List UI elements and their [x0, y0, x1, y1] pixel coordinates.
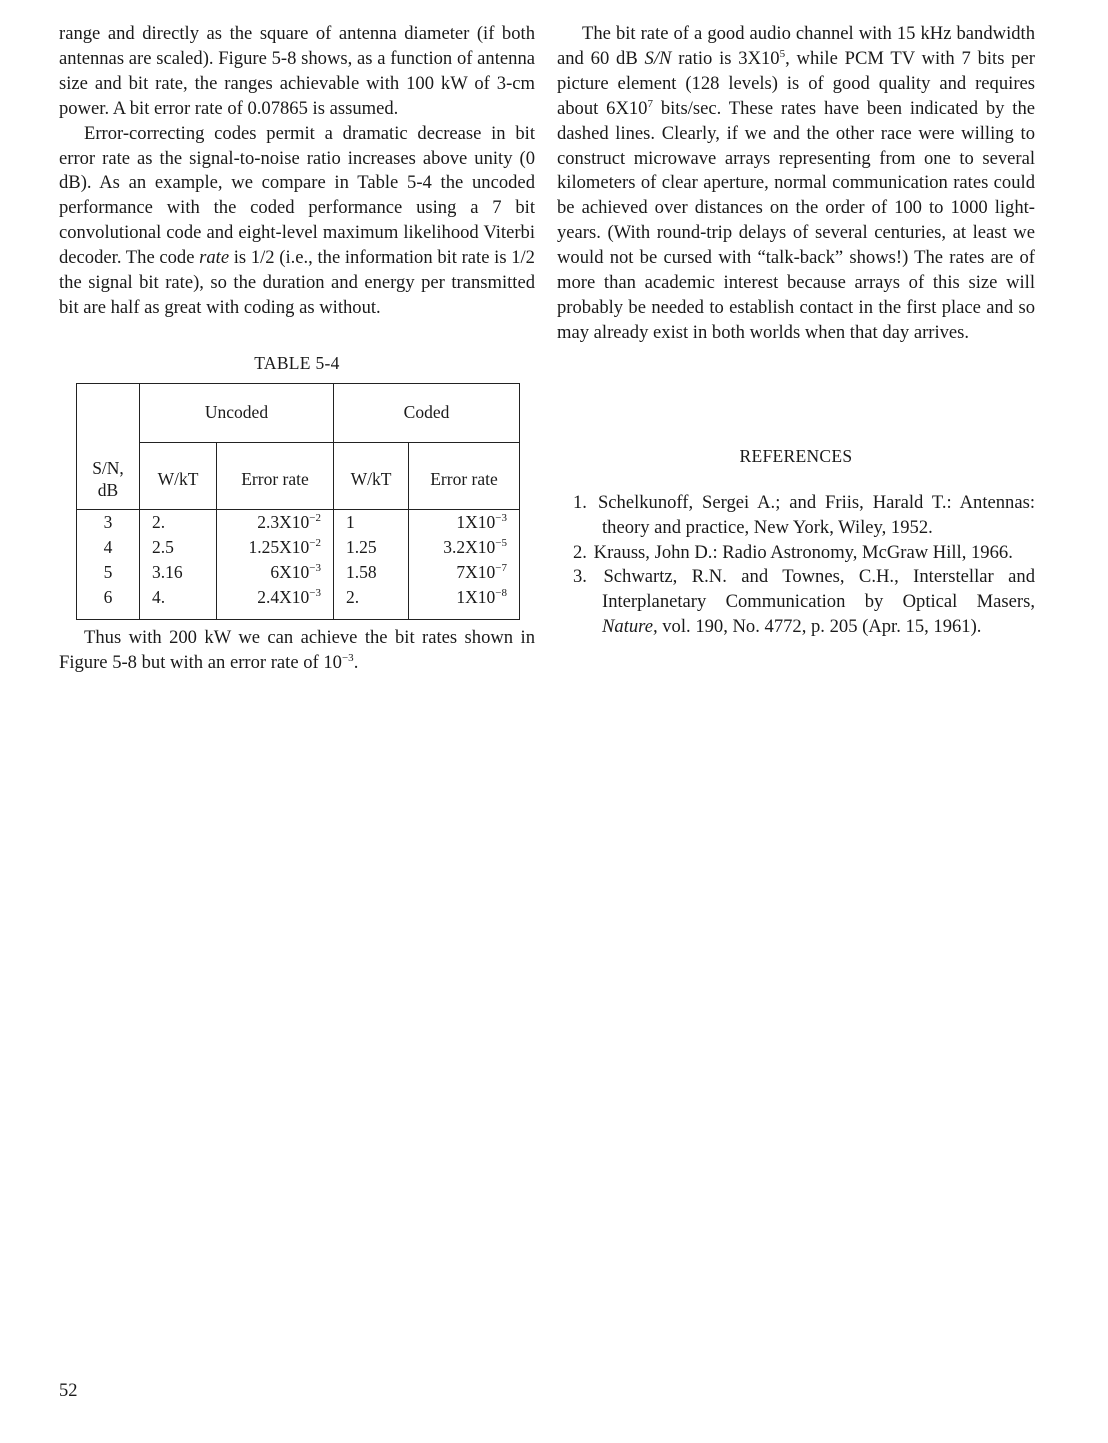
table-row: [77, 560, 520, 585]
coded-wkt-cell: 1: [334, 509, 409, 535]
error-exponent: −3: [309, 561, 321, 574]
coded-error-cell: [409, 535, 520, 560]
reference-item: [557, 541, 1035, 566]
uncoded-wkt-cell: 2.5: [140, 535, 217, 560]
error-mantissa: 3.2X10: [443, 536, 496, 557]
coded-error-header: Error rate: [409, 442, 520, 509]
error-mantissa: 2.4X10: [257, 586, 310, 607]
sn-header: [77, 383, 140, 509]
coded-wkt-cell: 2.: [334, 585, 409, 620]
sn-cell: 6: [77, 585, 140, 620]
reference-number: 1.: [573, 491, 587, 513]
sn-cell: 5: [77, 560, 140, 585]
error-exponent: −3: [309, 586, 321, 599]
reference-text: Schwartz, R.N. and Townes, C.H., Interstellar and Interplanetary Communication by Optical Masers,: [602, 566, 1035, 613]
paragraph-bit-rate: [557, 22, 1035, 346]
right-column: [557, 22, 1035, 640]
table-row: [77, 535, 520, 560]
paragraph-error-correcting: [59, 122, 535, 321]
uncoded-error-cell: [217, 560, 334, 585]
paragraph-text: Error-correcting codes permit a dramatic decrease in bit error rate as the signal-to-noise ratio increases above unity (0 dB). As an example, we compare in Table 5-4 the uncoded performance with the coded performance using a 7 bit convolutional code and eight-level maximum likelihood Viterbi decoder. The code: [59, 122, 535, 269]
paragraph-text: bits/sec. These rates have been indicated by the dashed lines. Clearly, if we and the other race were willing to construct microwave arrays representing from one to several kilometers of clear aperture, normal communication rates could be achieved over distances on the order of 100 to 1000 light-years. (With round-trip delays of several centuries, at least we would not be cursed with “talk-back” shows!) The rates are of more than academic interest because arrays of this size will probably be needed to establish contact in the first place and so may already exist in both worlds when that day arrives.: [557, 97, 1035, 343]
uncoded-wkt-cell: 3.16: [140, 560, 217, 585]
paragraph-text: range and directly as the square of antenna diameter (if both antennas are scaled). Figure 5-8 shows, as a function of antenna size and bit rate, the ranges achievable with 100 kW of 3-cm power. A bit error rate of 0.07865 is assumed.: [59, 23, 535, 119]
error-mantissa: 7X10: [456, 561, 496, 582]
reference-number: 2.: [573, 541, 587, 563]
reference-text: Krauss, John D.: Radio Astronomy, McGraw Hill, 1966.: [593, 541, 1013, 563]
error-exponent: −2: [309, 511, 321, 524]
italic-term: rate: [199, 247, 230, 269]
coded-error-cell: [409, 509, 520, 535]
uncoded-wkt-cell: 2.: [140, 509, 217, 535]
error-mantissa: 6X10: [270, 561, 310, 582]
error-mantissa: 2.3X10: [257, 511, 310, 532]
coded-group-header: Coded: [334, 383, 520, 442]
paragraph-antenna-range: [59, 22, 535, 122]
uncoded-error-header: Error rate: [217, 442, 334, 509]
table-5-4: [76, 383, 520, 620]
page-number: 52: [59, 1381, 78, 1401]
coded-wkt-cell: 1.25: [334, 535, 409, 560]
journal-name: Nature,: [602, 616, 658, 638]
table-title: TABLE 5-4: [254, 352, 340, 373]
exponent: 5: [779, 47, 786, 60]
uncoded-error-cell: [217, 509, 334, 535]
paragraph-text: Thus with 200 kW we can achieve the bit rates shown in Figure 5-8 but with an error rate of 10: [59, 626, 535, 673]
coded-error-cell: [409, 585, 520, 620]
reference-number: 3.: [573, 566, 587, 588]
paragraph-text: is 1/2 (i.e., the information bit rate is 1/2 the signal bit rate), so the duration and energy per transmitted bit are half as great with coding as without.: [59, 247, 535, 318]
error-exponent: −2: [309, 536, 321, 549]
uncoded-wkt-cell: 4.: [140, 585, 217, 620]
error-exponent: −8: [495, 586, 507, 599]
error-exponent: −3: [495, 511, 507, 524]
italic-term: S/N: [644, 47, 672, 69]
uncoded-error-cell: [217, 535, 334, 560]
coded-wkt-header: W/kT: [334, 442, 409, 509]
table-row: [77, 509, 520, 535]
table-row: [77, 585, 520, 620]
error-mantissa: 1X10: [456, 511, 496, 532]
uncoded-group-header: Uncoded: [140, 383, 334, 442]
paragraph-text: , while PCM TV with 7 bits per picture element (128 levels) is of good quality and requires about 6X10: [557, 47, 1035, 119]
reference-item: [557, 565, 1035, 640]
error-exponent: −7: [495, 561, 507, 574]
exponent: 7: [647, 97, 653, 110]
uncoded-error-cell: [217, 585, 334, 620]
error-mantissa: 1.25X10: [248, 536, 310, 557]
uncoded-wkt-header: W/kT: [140, 442, 217, 509]
sn-cell: 4: [77, 535, 140, 560]
error-exponent: −5: [495, 536, 507, 549]
sn-cell: 3: [77, 509, 140, 535]
paragraph-200kw: [59, 626, 535, 676]
references-heading: REFERENCES: [739, 445, 853, 466]
reference-text: vol. 190, No. 4772, p. 205 (Apr. 15, 1961).: [657, 616, 982, 638]
paragraph-text: ratio is 3X10: [671, 47, 780, 69]
paragraph-text: The bit rate of a good audio channel with 15 kHz bandwidth and 60 dB: [557, 23, 1035, 69]
paragraph-text: .: [353, 651, 359, 673]
reference-text: Schelkunoff, Sergei A.; and Friis, Harald T.: Antennas: theory and practice, New York, Wiley, 1952.: [597, 491, 1035, 538]
error-mantissa: 1X10: [456, 586, 496, 607]
coded-wkt-cell: 1.58: [334, 560, 409, 585]
coded-error-cell: [409, 560, 520, 585]
reference-item: [557, 491, 1035, 541]
references-list: [557, 491, 1035, 640]
sn-header-line1: S/N,: [92, 457, 124, 478]
sn-header-line2: dB: [97, 479, 119, 500]
exponent: −3: [341, 651, 354, 664]
left-column: [59, 22, 535, 676]
